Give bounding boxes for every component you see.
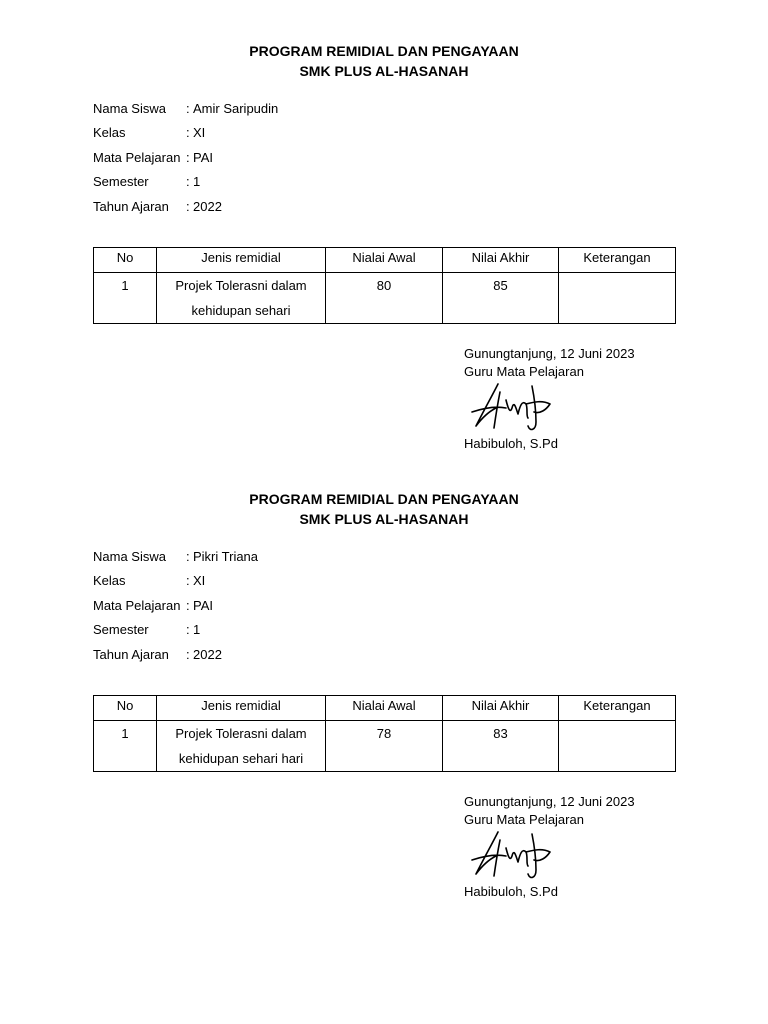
field-label: Tahun Ajaran	[93, 647, 169, 662]
field-label: Semester	[93, 622, 149, 637]
header-keterangan: Keterangan	[559, 696, 676, 721]
field-value: 2022	[193, 199, 222, 214]
header-nilai-awal: Nialai Awal	[326, 696, 443, 721]
cell-nilai-akhir: 85	[443, 273, 559, 324]
field-colon: :	[186, 549, 190, 564]
field-colon: :	[186, 647, 190, 662]
teacher-name: Habibuloh, S.Pd	[464, 884, 558, 899]
field-label: Nama Siswa	[93, 549, 166, 564]
field-value: 2022	[193, 647, 222, 662]
field-value: 1	[193, 174, 201, 189]
doc-title: PROGRAM REMIDIAL DAN PENGAYAAN	[249, 43, 519, 59]
field-colon: :	[186, 199, 190, 214]
table-row	[94, 721, 676, 772]
report-section-2	[0, 448, 768, 899]
table-row	[94, 273, 676, 324]
field-colon: :	[186, 598, 190, 613]
cell-keterangan	[559, 721, 676, 772]
field-label: Nama Siswa	[93, 101, 166, 116]
sign-role: Guru Mata Pelajaran	[464, 812, 584, 827]
cell-jenis-remidial	[157, 273, 326, 324]
header-nilai-awal: Nialai Awal	[326, 248, 443, 273]
field-colon: :	[186, 622, 190, 637]
field-colon: :	[186, 125, 190, 140]
header-no: No	[94, 248, 157, 273]
cell-jenis-line1: Projek Tolerasni dalam	[175, 278, 307, 293]
cell-nilai-awal: 80	[326, 273, 443, 324]
sign-role: Guru Mata Pelajaran	[464, 364, 584, 379]
header-jenis-remidial: Jenis remidial	[157, 696, 326, 721]
field-value: Amir Saripudin	[193, 101, 279, 116]
grades-table	[93, 247, 676, 324]
cell-keterangan	[559, 273, 676, 324]
report-section-1	[0, 0, 768, 451]
field-value: XI	[193, 573, 206, 588]
cell-jenis-line2: kehidupan sehari	[191, 303, 291, 318]
field-colon: :	[186, 573, 190, 588]
field-label: Kelas	[93, 573, 126, 588]
header-jenis-remidial: Jenis remidial	[157, 248, 326, 273]
header-keterangan: Keterangan	[559, 248, 676, 273]
teacher-name: Habibuloh, S.Pd	[464, 436, 558, 451]
cell-nilai-awal: 78	[326, 721, 443, 772]
field-colon: :	[186, 150, 190, 165]
header-no: No	[94, 696, 157, 721]
field-colon: :	[186, 174, 190, 189]
cell-no: 1	[94, 273, 157, 324]
field-label: Mata Pelajaran	[93, 150, 181, 165]
sign-place-date: Gunungtanjung, 12 Juni 2023	[464, 346, 635, 361]
cell-no: 1	[94, 721, 157, 772]
field-value: 1	[193, 622, 201, 637]
doc-title: PROGRAM REMIDIAL DAN PENGAYAAN	[249, 491, 519, 507]
school-name: SMK PLUS AL-HASANAH	[299, 63, 469, 79]
field-value: XI	[193, 125, 206, 140]
field-colon: :	[186, 101, 190, 116]
cell-nilai-akhir: 83	[443, 721, 559, 772]
header-nilai-akhir: Nilai Akhir	[443, 248, 559, 273]
field-value: PAI	[193, 598, 213, 613]
field-label: Semester	[93, 174, 149, 189]
field-value: Pikri Triana	[193, 549, 259, 564]
header-nilai-akhir: Nilai Akhir	[443, 696, 559, 721]
cell-jenis-line2: kehidupan sehari hari	[178, 751, 304, 766]
school-name: SMK PLUS AL-HASANAH	[299, 511, 469, 527]
field-value: PAI	[193, 150, 213, 165]
cell-jenis-line1: Projek Tolerasni dalam	[175, 726, 307, 741]
table-header-row	[94, 696, 676, 721]
field-label: Mata Pelajaran	[93, 598, 181, 613]
sign-place-date: Gunungtanjung, 12 Juni 2023	[464, 794, 635, 809]
field-label: Kelas	[93, 125, 126, 140]
handwritten-signature	[470, 378, 560, 434]
handwritten-signature	[470, 826, 560, 882]
table-header-row	[94, 248, 676, 273]
cell-jenis-remidial	[157, 721, 326, 772]
grades-table	[93, 695, 676, 772]
field-label: Tahun Ajaran	[93, 199, 169, 214]
